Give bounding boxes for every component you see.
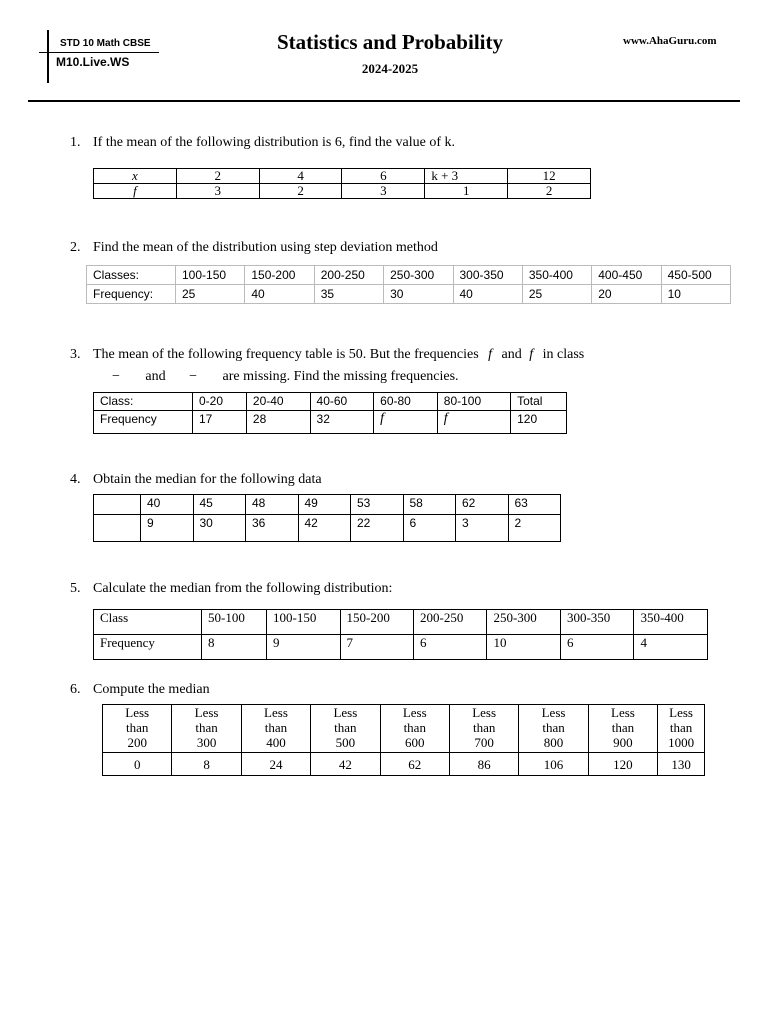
table-cell: 6: [342, 169, 425, 184]
table-cell: 30: [193, 515, 246, 542]
table-cell: f: [437, 411, 510, 434]
q5-table: [93, 609, 708, 660]
table-cell: 6: [403, 515, 456, 542]
q6-text: Compute the median: [93, 682, 210, 697]
table-cell: 120: [588, 753, 657, 776]
q3-f1-symbol: f: [488, 347, 493, 362]
q2-table: [86, 265, 731, 304]
table-cell: 3: [176, 184, 259, 199]
table-header-cell: Less than 400: [241, 705, 310, 753]
table-cell: 45: [193, 495, 246, 515]
table-cell: 120: [511, 411, 567, 434]
table-cell: 0-20: [193, 393, 247, 411]
table-header-cell: Less than 700: [449, 705, 518, 753]
table-cell: 32: [310, 411, 374, 434]
q5-text: Calculate the median from the following distribution:: [93, 581, 393, 596]
table-cell: 7: [340, 635, 413, 660]
table-cell: 10: [661, 285, 730, 304]
table-cell: 63: [508, 495, 561, 515]
table-cell: 24: [241, 753, 310, 776]
table-cell: 100-150: [176, 266, 245, 285]
table-header-cell: Less than 300: [172, 705, 241, 753]
table-cell: Frequency: [94, 635, 202, 660]
table-row: [94, 515, 561, 542]
table-cell: 53: [351, 495, 404, 515]
table-cell: Frequency: [94, 411, 193, 434]
table-cell: 3: [456, 515, 509, 542]
table-cell: 6: [413, 635, 486, 660]
table-cell: 60-80: [374, 393, 438, 411]
table-cell: 40: [245, 285, 314, 304]
table-cell: 1: [425, 184, 508, 199]
table-cell: 300-350: [453, 266, 522, 285]
table-cell: Classes:: [87, 266, 176, 285]
table-cell: f: [374, 411, 438, 434]
q3-number: 3.: [70, 347, 81, 362]
table-cell: 28: [246, 411, 310, 434]
table-row: [87, 285, 731, 304]
q6-number: 6.: [70, 682, 81, 697]
table-cell: 49: [298, 495, 351, 515]
table-header-cell: Less than 800: [519, 705, 588, 753]
table-cell: 350-400: [522, 266, 591, 285]
table-cell: 150-200: [245, 266, 314, 285]
table-cell: 25: [176, 285, 245, 304]
table-cell: 2: [508, 184, 591, 199]
table-cell: [94, 495, 141, 515]
q6-table: [102, 704, 705, 776]
table-cell: 200-250: [413, 610, 486, 635]
table-cell: 0: [103, 753, 172, 776]
table-cell: 50-100: [202, 610, 267, 635]
table-cell: 3: [342, 184, 425, 199]
table-row: [94, 635, 708, 660]
table-cell: 42: [311, 753, 380, 776]
q3-line1: [93, 347, 584, 363]
q1-text: If the mean of the following distribution is 6, find the value of k.: [93, 135, 455, 150]
table-cell: f: [94, 184, 177, 199]
table-cell: 8: [202, 635, 267, 660]
table-cell: 10: [487, 635, 560, 660]
q3-and-word: and: [145, 369, 166, 384]
website-label: www.AhaGuru.com: [623, 35, 717, 47]
table-row: [103, 705, 705, 753]
table-row: [87, 266, 731, 285]
page-title: Statistics and Probability: [277, 30, 503, 54]
q3-and-word: and: [501, 347, 522, 362]
q4-text: Obtain the median for the following data: [93, 472, 322, 487]
table-cell: 25: [522, 285, 591, 304]
q3-text-part: are missing. Find the missing frequencies.: [222, 369, 459, 384]
table-cell: 200-250: [314, 266, 383, 285]
table-cell: 100-150: [267, 610, 340, 635]
table-cell: [94, 515, 141, 542]
table-header-cell: Less than 1000: [658, 705, 705, 753]
table-cell: 150-200: [340, 610, 413, 635]
table-cell: 22: [351, 515, 404, 542]
table-cell: 4: [634, 635, 708, 660]
table-cell: 450-500: [661, 266, 730, 285]
table-cell: 130: [658, 753, 705, 776]
table-header-cell: Less than 200: [103, 705, 172, 753]
table-cell: 40: [141, 495, 194, 515]
table-cell: 250-300: [384, 266, 453, 285]
table-row: [94, 495, 561, 515]
q1-table: [93, 168, 591, 199]
table-cell: Total: [511, 393, 567, 411]
table-cell: Class: [94, 610, 202, 635]
table-row: [94, 393, 567, 411]
table-cell: 62: [380, 753, 449, 776]
course-label: STD 10 Math CBSE: [60, 38, 151, 49]
academic-year: 2024-2025: [361, 61, 419, 76]
table-cell: 35: [314, 285, 383, 304]
table-row: [94, 169, 591, 184]
table-cell: 12: [508, 169, 591, 184]
q3-table: [93, 392, 567, 434]
table-cell: 48: [246, 495, 299, 515]
table-cell: 17: [193, 411, 247, 434]
header-divider: [28, 100, 740, 102]
table-cell: 42: [298, 515, 351, 542]
table-row: [103, 753, 705, 776]
table-cell: 8: [172, 753, 241, 776]
table-cell: 2: [259, 184, 342, 199]
q2-text: Find the mean of the distribution using step deviation method: [93, 240, 438, 255]
table-cell: 2: [176, 169, 259, 184]
table-cell: 36: [246, 515, 299, 542]
q3-f2-symbol: f: [529, 347, 534, 362]
table-cell: 9: [267, 635, 340, 660]
table-cell: 86: [449, 753, 518, 776]
table-cell: k + 3: [425, 169, 508, 184]
table-cell: 350-400: [634, 610, 708, 635]
q3-dash: −: [112, 369, 120, 384]
table-cell: 4: [259, 169, 342, 184]
table-cell: 106: [519, 753, 588, 776]
table-cell: 80-100: [437, 393, 510, 411]
q3-text-part: The mean of the following frequency table is 50. But the frequencies: [93, 347, 479, 362]
q5-number: 5.: [70, 581, 81, 596]
q3-line2: [112, 369, 459, 385]
table-cell: 2: [508, 515, 561, 542]
worksheet-code: M10.Live.WS: [56, 55, 130, 69]
q1-number: 1.: [70, 135, 81, 150]
table-cell: 40: [453, 285, 522, 304]
table-cell: 300-350: [560, 610, 633, 635]
q2-number: 2.: [70, 240, 81, 255]
table-cell: 250-300: [487, 610, 560, 635]
q3-dash: −: [189, 369, 198, 384]
table-row: [94, 184, 591, 199]
table-row: [94, 411, 567, 434]
table-cell: 58: [403, 495, 456, 515]
q3-text-part: in class: [542, 347, 585, 362]
table-header-cell: Less than 900: [588, 705, 657, 753]
table-cell: 40-60: [310, 393, 374, 411]
table-cell: 20: [592, 285, 661, 304]
q4-number: 4.: [70, 472, 81, 487]
table-cell: 6: [560, 635, 633, 660]
table-cell: Class:: [94, 393, 193, 411]
table-cell: 20-40: [246, 393, 310, 411]
table-header-cell: Less than 500: [311, 705, 380, 753]
q4-table: [93, 494, 561, 542]
table-header-cell: Less than 600: [380, 705, 449, 753]
table-cell: 62: [456, 495, 509, 515]
table-cell: 400-450: [592, 266, 661, 285]
table-row: [94, 610, 708, 635]
table-cell: 30: [384, 285, 453, 304]
table-cell: x: [94, 169, 177, 184]
table-cell: 9: [141, 515, 194, 542]
table-cell: Frequency:: [87, 285, 176, 304]
